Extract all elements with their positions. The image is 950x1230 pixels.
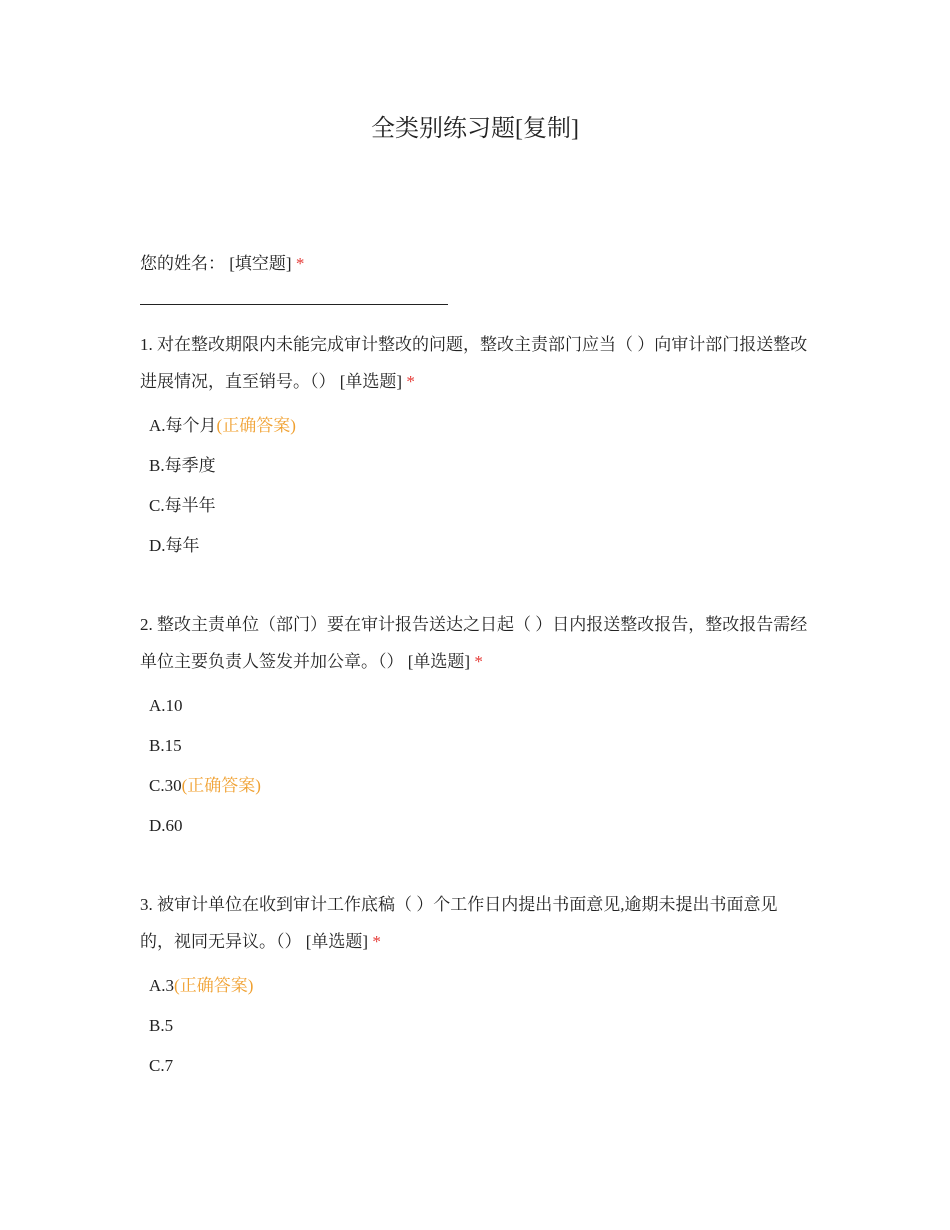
question-1 [140,326,810,566]
option-d[interactable] [149,806,810,846]
option-text: A.3 [149,976,175,995]
question-text-row [140,326,810,400]
option-list [140,686,810,846]
required-mark: * [372,932,381,951]
option-text: C.30 [149,776,182,795]
question-text: 3. 被审计单位在收到审计工作底稿（ ）个工作日内提出书面意见,逾期未提出书面意见的，视同无异议。（） [140,895,778,951]
page-title: 全类别练习题[复制] [371,116,579,142]
question-type-tag: [单选题] [339,372,403,391]
option-c[interactable] [149,1046,810,1086]
question-type-tag: [填空题] [229,254,292,273]
option-d[interactable] [149,526,810,566]
question-3 [140,886,810,1086]
option-text: C.7 [149,1056,174,1075]
option-b[interactable] [149,446,810,486]
question-text: 2. 整改主责单位（部门）要在审计报告送达之日起（ ）日内报送整改报告，整改报告需经单位主要负责人签发并加公章。（） [140,615,808,671]
correct-answer-note: (正确答案) [216,416,296,435]
name-input-line[interactable] [140,294,448,305]
required-mark: * [295,254,305,273]
question-type-tag: [单选题] [407,652,471,671]
option-b[interactable] [149,1006,810,1046]
option-text: B.15 [149,736,182,755]
question-2 [140,606,810,846]
correct-answer-note: (正确答案) [181,776,261,795]
correct-answer-note: (正确答案) [174,976,254,995]
option-a[interactable] [149,406,810,446]
option-b[interactable] [149,726,810,766]
option-text: B.5 [149,1016,174,1035]
name-field-label-row [140,252,820,276]
option-text: A.每个月 [149,416,217,435]
question-type-tag: [单选题] [305,932,369,951]
option-list [140,966,810,1086]
question-text-row [140,886,810,960]
option-text: D.60 [149,816,183,835]
option-a[interactable] [149,686,810,726]
name-field [140,252,820,305]
required-mark: * [474,652,483,671]
option-c[interactable] [149,486,810,526]
option-list [140,406,810,566]
option-a[interactable] [149,966,810,1006]
question-text-row [140,606,810,680]
option-c[interactable] [149,766,810,806]
option-text: D.每年 [149,536,200,555]
option-text: A.10 [149,696,183,715]
option-text: C.每半年 [149,496,216,515]
option-text: B.每季度 [149,456,216,475]
name-field-label: 您的姓名： [140,254,225,273]
question-text: 1. 对在整改期限内未能完成审计整改的问题，整改主责部门应当（ ）向审计部门报送整改进展情况，直至销号。（） [140,335,808,391]
required-mark: * [406,372,415,391]
